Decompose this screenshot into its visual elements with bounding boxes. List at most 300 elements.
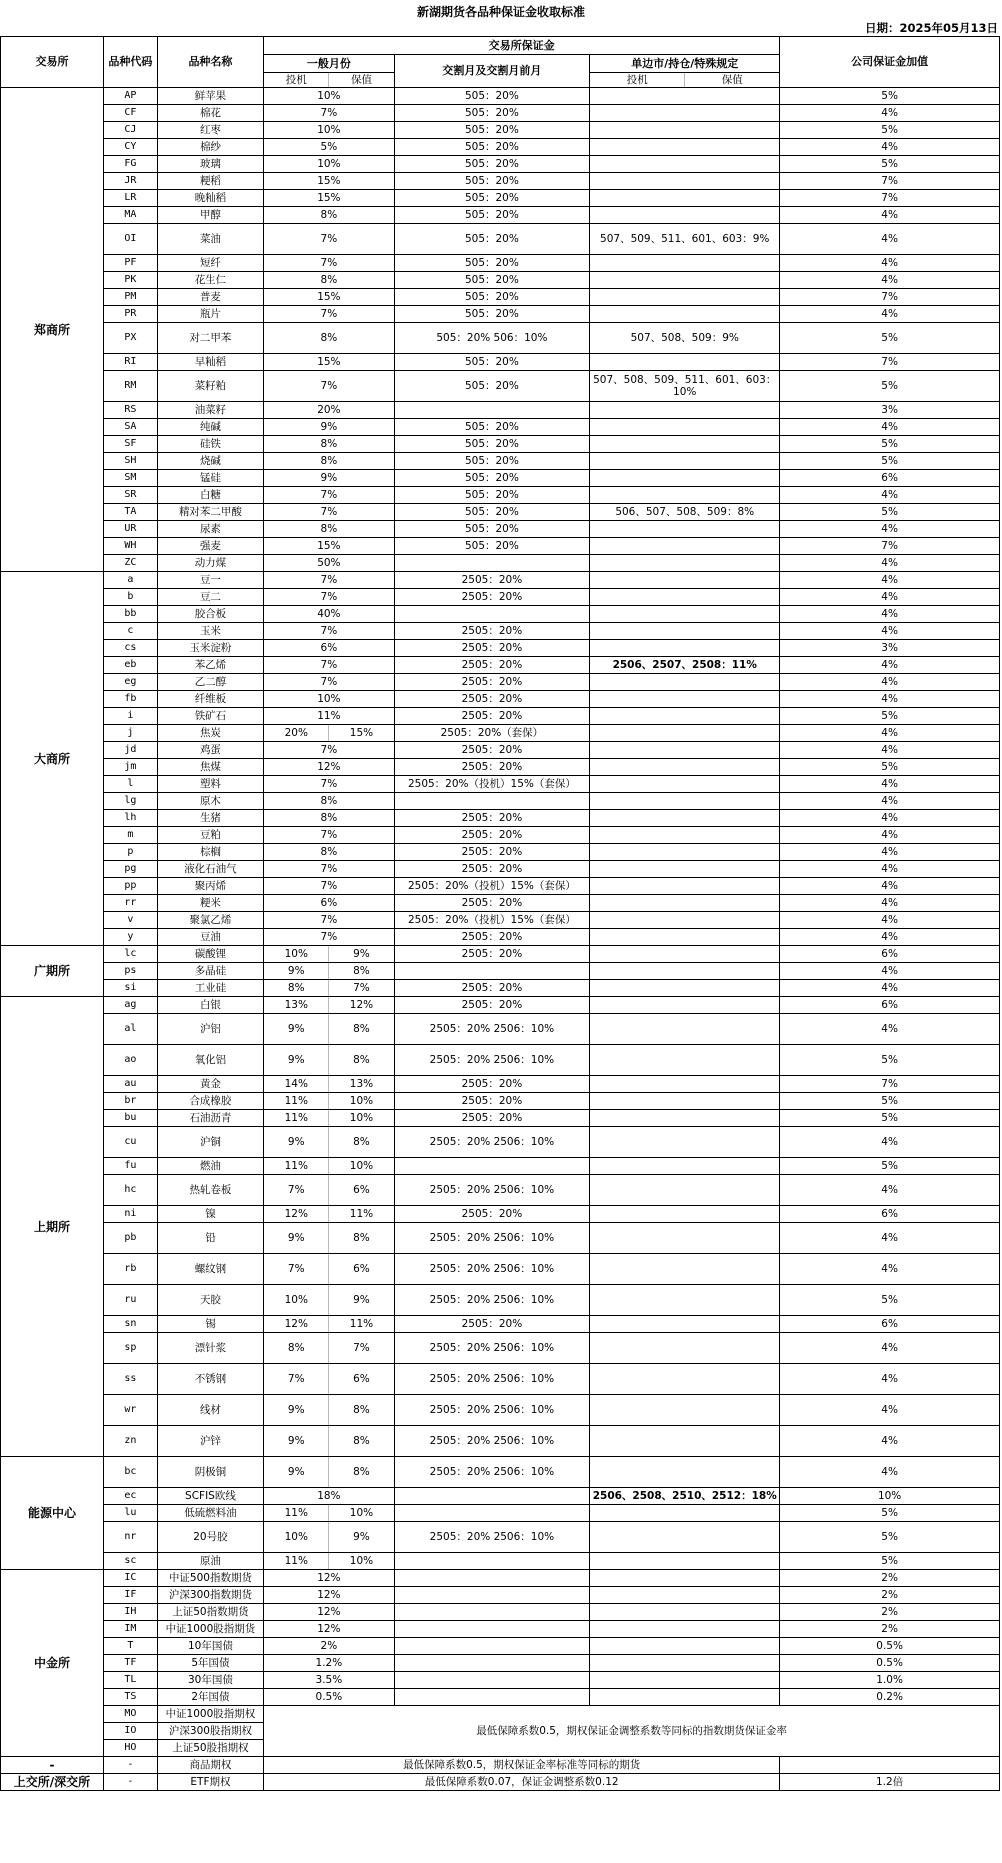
table-row xyxy=(1,1655,1000,1672)
delivery-margin-cell xyxy=(394,1587,590,1604)
hedge-margin-cell: 6% xyxy=(329,1254,394,1285)
delivery-margin-cell: 505：20% xyxy=(394,289,590,306)
spec-margin-cell: 8% xyxy=(264,1333,329,1364)
general-margin-cell: 7% xyxy=(264,878,394,895)
exchange-cell: - xyxy=(1,1757,104,1774)
spec-margin-cell: 7% xyxy=(264,1364,329,1395)
code-cell: UR xyxy=(103,521,157,538)
code-cell: bb xyxy=(103,606,157,623)
name-cell: 精对苯二甲酸 xyxy=(157,504,263,521)
company-add-cell: 4% xyxy=(780,810,1000,827)
name-cell: 商品期权 xyxy=(157,1757,263,1774)
code-cell: pb xyxy=(103,1223,157,1254)
delivery-margin-cell xyxy=(394,1621,590,1638)
company-add-cell: 6% xyxy=(780,470,1000,487)
code-cell: a xyxy=(103,572,157,589)
code-cell: y xyxy=(103,929,157,946)
general-margin-cell: 8% xyxy=(264,793,394,810)
company-add-cell: 1.0% xyxy=(780,1672,1000,1689)
name-cell: 沪锌 xyxy=(157,1426,263,1457)
company-add-cell: 5% xyxy=(780,1110,1000,1127)
hedge-margin-cell: 8% xyxy=(329,1127,394,1158)
code-cell: fu xyxy=(103,1158,157,1175)
name-cell: 阴极铜 xyxy=(157,1457,263,1488)
code-cell: ru xyxy=(103,1285,157,1316)
table-row xyxy=(1,1158,1000,1175)
general-margin-cell: 8% xyxy=(264,436,394,453)
table-row xyxy=(1,1395,1000,1426)
table-row xyxy=(1,354,1000,371)
company-add-cell: 0.2% xyxy=(780,1689,1000,1706)
company-add-cell: 4% xyxy=(780,1223,1000,1254)
company-add-cell: 7% xyxy=(780,190,1000,207)
code-cell: PM xyxy=(103,289,157,306)
table-row xyxy=(1,173,1000,190)
delivery-margin-cell: 505：20% xyxy=(394,306,590,323)
delivery-margin-cell: 505：20% xyxy=(394,354,590,371)
company-add-cell: 4% xyxy=(780,980,1000,997)
delivery-margin-cell: 2505：20% xyxy=(394,980,590,997)
code-cell: ni xyxy=(103,1206,157,1223)
code-cell: TS xyxy=(103,1689,157,1706)
special-margin-cell xyxy=(590,190,780,207)
company-add-cell: 10% xyxy=(780,1488,1000,1505)
special-margin-cell xyxy=(590,306,780,323)
company-add-cell: 4% xyxy=(780,963,1000,980)
delivery-margin-cell xyxy=(394,793,590,810)
code-cell: IC xyxy=(103,1570,157,1587)
hedge-margin-cell: 8% xyxy=(329,1457,394,1488)
name-cell: 生猪 xyxy=(157,810,263,827)
general-margin-cell: 8% xyxy=(264,272,394,289)
company-add-cell: 4% xyxy=(780,929,1000,946)
company-add-cell: 1.2倍 xyxy=(780,1774,1000,1791)
general-margin-cell: 7% xyxy=(264,487,394,504)
name-cell: 原木 xyxy=(157,793,263,810)
name-cell: 焦炭 xyxy=(157,725,263,742)
name-cell: 上证50股指期权 xyxy=(157,1740,263,1757)
special-margin-cell xyxy=(590,1587,780,1604)
hedge-margin-cell: 9% xyxy=(329,946,394,963)
company-add-cell: 4% xyxy=(780,1014,1000,1045)
delivery-margin-cell: 505：20% xyxy=(394,173,590,190)
company-add-cell: 6% xyxy=(780,1316,1000,1333)
code-cell: LR xyxy=(103,190,157,207)
name-cell: 2年国债 xyxy=(157,1689,263,1706)
general-margin-cell: 9% xyxy=(264,419,394,436)
company-add-cell: 0.5% xyxy=(780,1655,1000,1672)
company-add-cell: 0.5% xyxy=(780,1638,1000,1655)
name-cell: 不锈钢 xyxy=(157,1364,263,1395)
hedge-margin-cell: 10% xyxy=(329,1110,394,1127)
spec-margin-cell: 10% xyxy=(264,1285,329,1316)
header-special: 单边市/持仓/特殊规定 xyxy=(590,55,780,73)
name-cell: 胶合板 xyxy=(157,606,263,623)
code-cell: eg xyxy=(103,674,157,691)
special-margin-cell xyxy=(590,640,780,657)
general-margin-cell: 7% xyxy=(264,224,394,255)
name-cell: 早籼稻 xyxy=(157,354,263,371)
delivery-margin-cell: 2505：20% xyxy=(394,946,590,963)
special-margin-cell: 507、508、509、511、601、603：10% xyxy=(590,371,780,402)
company-add-cell: 5% xyxy=(780,759,1000,776)
hedge-margin-cell: 8% xyxy=(329,1395,394,1426)
general-margin-cell: 6% xyxy=(264,895,394,912)
code-cell: MA xyxy=(103,207,157,224)
company-add-cell xyxy=(780,1757,1000,1774)
name-cell: 纯碱 xyxy=(157,419,263,436)
special-margin-cell xyxy=(590,555,780,572)
delivery-margin-cell: 2505：20% xyxy=(394,1206,590,1223)
table-row xyxy=(1,725,1000,742)
name-cell: 棉花 xyxy=(157,105,263,122)
general-margin-cell: 7% xyxy=(264,776,394,793)
header-general-month: 一般月份 xyxy=(264,55,394,73)
table-row xyxy=(1,691,1000,708)
special-margin-cell xyxy=(590,402,780,419)
name-cell: 聚氯乙烯 xyxy=(157,912,263,929)
name-cell: 豆粕 xyxy=(157,827,263,844)
code-cell: b xyxy=(103,589,157,606)
delivery-margin-cell: 2505：20% 2506：10% xyxy=(394,1014,590,1045)
general-margin-cell: 15% xyxy=(264,173,394,190)
special-margin-cell xyxy=(590,878,780,895)
option-note-cell: 最低保障系数0.5，期权保证金率标准等同标的期货 xyxy=(264,1757,780,1774)
company-add-cell: 4% xyxy=(780,521,1000,538)
code-cell: IM xyxy=(103,1621,157,1638)
general-margin-cell: 6% xyxy=(264,640,394,657)
code-cell: JR xyxy=(103,173,157,190)
table-row xyxy=(1,1110,1000,1127)
special-margin-cell xyxy=(590,139,780,156)
table-row xyxy=(1,88,1000,105)
delivery-margin-cell: 505：20% xyxy=(394,272,590,289)
delivery-margin-cell: 2505：20% xyxy=(394,895,590,912)
table-row xyxy=(1,487,1000,504)
company-add-cell: 5% xyxy=(780,708,1000,725)
delivery-margin-cell: 505：20% xyxy=(394,419,590,436)
special-margin-cell xyxy=(590,929,780,946)
general-margin-cell: 7% xyxy=(264,912,394,929)
general-margin-cell: 7% xyxy=(264,674,394,691)
name-cell: 豆一 xyxy=(157,572,263,589)
delivery-margin-cell: 2505：20% 2506：10% xyxy=(394,1254,590,1285)
general-margin-cell: 15% xyxy=(264,190,394,207)
table-row xyxy=(1,674,1000,691)
table-row xyxy=(1,929,1000,946)
special-margin-cell xyxy=(590,895,780,912)
special-margin-cell: 2506、2507、2508：11% xyxy=(590,657,780,674)
spec-margin-cell: 12% xyxy=(264,1206,329,1223)
special-margin-cell xyxy=(590,173,780,190)
special-margin-cell xyxy=(590,487,780,504)
code-cell: RI xyxy=(103,354,157,371)
special-margin-cell xyxy=(590,1076,780,1093)
name-cell: 纤维板 xyxy=(157,691,263,708)
spec-margin-cell: 11% xyxy=(264,1505,329,1522)
header-exchange-margin: 交易所保证金 xyxy=(264,37,780,55)
company-add-cell: 4% xyxy=(780,555,1000,572)
special-margin-cell xyxy=(590,844,780,861)
name-cell: 焦煤 xyxy=(157,759,263,776)
table-row xyxy=(1,572,1000,589)
table-row xyxy=(1,1672,1000,1689)
special-margin-cell xyxy=(590,1426,780,1457)
table-row xyxy=(1,521,1000,538)
special-margin-cell xyxy=(590,1045,780,1076)
delivery-margin-cell: 2505：20% 2506：10% xyxy=(394,1426,590,1457)
hedge-margin-cell: 7% xyxy=(329,980,394,997)
general-margin-cell: 7% xyxy=(264,861,394,878)
table-row xyxy=(1,156,1000,173)
table-row xyxy=(1,810,1000,827)
delivery-margin-cell: 505：20% xyxy=(394,470,590,487)
table-row xyxy=(1,963,1000,980)
company-add-cell: 5% xyxy=(780,371,1000,402)
special-margin-cell xyxy=(590,759,780,776)
code-cell: ss xyxy=(103,1364,157,1395)
table-row xyxy=(1,272,1000,289)
code-cell: l xyxy=(103,776,157,793)
special-margin-cell xyxy=(590,1364,780,1395)
name-cell: 玻璃 xyxy=(157,156,263,173)
special-margin-cell xyxy=(590,105,780,122)
name-cell: 动力煤 xyxy=(157,555,263,572)
special-margin-cell xyxy=(590,1655,780,1672)
company-add-cell: 4% xyxy=(780,1175,1000,1206)
company-add-cell: 4% xyxy=(780,1395,1000,1426)
name-cell: 沪深300指数期货 xyxy=(157,1587,263,1604)
general-margin-cell: 15% xyxy=(264,354,394,371)
company-add-cell: 5% xyxy=(780,436,1000,453)
general-margin-cell: 0.5% xyxy=(264,1689,394,1706)
special-margin-cell xyxy=(590,912,780,929)
table-row xyxy=(1,1505,1000,1522)
special-margin-cell xyxy=(590,272,780,289)
general-margin-cell: 12% xyxy=(264,1570,394,1587)
delivery-margin-cell xyxy=(394,1488,590,1505)
table-row xyxy=(1,453,1000,470)
code-cell: CJ xyxy=(103,122,157,139)
name-cell: 沪深300股指期权 xyxy=(157,1723,263,1740)
exchange-cell: 上期所 xyxy=(1,997,104,1457)
name-cell: 5年国债 xyxy=(157,1655,263,1672)
special-margin-cell xyxy=(590,810,780,827)
code-cell: - xyxy=(103,1757,157,1774)
hedge-margin-cell: 11% xyxy=(329,1316,394,1333)
special-margin-cell xyxy=(590,997,780,1014)
delivery-margin-cell: 2505：20% xyxy=(394,623,590,640)
delivery-margin-cell xyxy=(394,1689,590,1706)
general-margin-cell: 7% xyxy=(264,504,394,521)
code-cell: fb xyxy=(103,691,157,708)
code-cell: m xyxy=(103,827,157,844)
special-margin-cell xyxy=(590,1014,780,1045)
name-cell: 瓶片 xyxy=(157,306,263,323)
name-cell: 沪铝 xyxy=(157,1014,263,1045)
special-margin-cell xyxy=(590,1223,780,1254)
special-margin-cell xyxy=(590,1316,780,1333)
special-margin-cell: 507、509、511、601、603：9% xyxy=(590,224,780,255)
general-margin-cell: 7% xyxy=(264,371,394,402)
company-add-cell: 4% xyxy=(780,691,1000,708)
delivery-margin-cell: 2505：20% xyxy=(394,759,590,776)
company-add-cell: 4% xyxy=(780,207,1000,224)
delivery-margin-cell: 2505：20% 2506：10% xyxy=(394,1223,590,1254)
name-cell: 30年国债 xyxy=(157,1672,263,1689)
hedge-margin-cell: 8% xyxy=(329,1426,394,1457)
spec-margin-cell: 7% xyxy=(264,1254,329,1285)
hedge-margin-cell: 9% xyxy=(329,1522,394,1553)
general-margin-cell: 10% xyxy=(264,122,394,139)
special-margin-cell xyxy=(590,776,780,793)
table-row xyxy=(1,1223,1000,1254)
special-margin-cell xyxy=(590,1333,780,1364)
company-add-cell: 4% xyxy=(780,139,1000,156)
table-row xyxy=(1,402,1000,419)
hedge-margin-cell: 9% xyxy=(329,1285,394,1316)
exchange-cell: 能源中心 xyxy=(1,1457,104,1570)
general-margin-cell: 7% xyxy=(264,255,394,272)
name-cell: 热轧卷板 xyxy=(157,1175,263,1206)
company-add-cell: 5% xyxy=(780,88,1000,105)
company-add-cell: 6% xyxy=(780,946,1000,963)
name-cell: 菜油 xyxy=(157,224,263,255)
name-cell: 线材 xyxy=(157,1395,263,1426)
table-row xyxy=(1,1093,1000,1110)
special-margin-cell xyxy=(590,691,780,708)
delivery-margin-cell: 2505：20% 2506：10% xyxy=(394,1045,590,1076)
special-margin-cell xyxy=(590,1553,780,1570)
code-cell: jd xyxy=(103,742,157,759)
delivery-margin-cell: 2505：20% xyxy=(394,640,590,657)
delivery-margin-cell: 505：20% xyxy=(394,521,590,538)
delivery-margin-cell: 505：20% 506：10% xyxy=(394,323,590,354)
table-row xyxy=(1,878,1000,895)
code-cell: RM xyxy=(103,371,157,402)
hedge-margin-cell: 10% xyxy=(329,1553,394,1570)
hedge-margin-cell: 6% xyxy=(329,1364,394,1395)
special-margin-cell xyxy=(590,1285,780,1316)
name-cell: 塑料 xyxy=(157,776,263,793)
special-margin-cell xyxy=(590,521,780,538)
delivery-margin-cell: 2505：20% xyxy=(394,742,590,759)
delivery-margin-cell: 2505：20%（投机）15%（套保） xyxy=(394,776,590,793)
code-cell: SF xyxy=(103,436,157,453)
code-cell: SA xyxy=(103,419,157,436)
spec-margin-cell: 12% xyxy=(264,1316,329,1333)
general-margin-cell: 7% xyxy=(264,623,394,640)
table-row xyxy=(1,1014,1000,1045)
company-add-cell: 7% xyxy=(780,538,1000,555)
name-cell: 甲醇 xyxy=(157,207,263,224)
company-add-cell: 5% xyxy=(780,1045,1000,1076)
hedge-margin-cell: 10% xyxy=(329,1093,394,1110)
name-cell: 棉纱 xyxy=(157,139,263,156)
spec-margin-cell: 11% xyxy=(264,1110,329,1127)
code-cell: wr xyxy=(103,1395,157,1426)
delivery-margin-cell xyxy=(394,402,590,419)
name-cell: 棕榈 xyxy=(157,844,263,861)
company-add-cell: 4% xyxy=(780,1364,1000,1395)
name-cell: 对二甲苯 xyxy=(157,323,263,354)
hedge-margin-cell: 6% xyxy=(329,1175,394,1206)
company-add-cell: 5% xyxy=(780,453,1000,470)
spec-margin-cell: 9% xyxy=(264,1014,329,1045)
delivery-margin-cell: 2505：20% 2506：10% xyxy=(394,1364,590,1395)
name-cell: 锰硅 xyxy=(157,470,263,487)
table-row xyxy=(1,207,1000,224)
code-cell: bc xyxy=(103,1457,157,1488)
code-cell: TA xyxy=(103,504,157,521)
code-cell: T xyxy=(103,1638,157,1655)
delivery-margin-cell xyxy=(394,963,590,980)
delivery-margin-cell: 505：20% xyxy=(394,487,590,504)
table-row xyxy=(1,844,1000,861)
table-row xyxy=(1,1570,1000,1587)
name-cell: 上证50指数期货 xyxy=(157,1604,263,1621)
delivery-margin-cell xyxy=(394,1505,590,1522)
general-margin-cell: 5% xyxy=(264,139,394,156)
spec-margin-cell: 11% xyxy=(264,1093,329,1110)
delivery-margin-cell: 505：20% xyxy=(394,538,590,555)
name-cell: 菜籽粕 xyxy=(157,371,263,402)
delivery-margin-cell: 505：20% xyxy=(394,207,590,224)
name-cell: 漂针浆 xyxy=(157,1333,263,1364)
header-exchange: 交易所 xyxy=(1,37,104,88)
name-cell: 多晶硅 xyxy=(157,963,263,980)
table-row xyxy=(1,504,1000,521)
spec-margin-cell: 8% xyxy=(264,980,329,997)
company-add-cell: 4% xyxy=(780,1333,1000,1364)
name-cell: 聚丙烯 xyxy=(157,878,263,895)
special-margin-cell xyxy=(590,122,780,139)
code-cell: TL xyxy=(103,1672,157,1689)
code-cell: SM xyxy=(103,470,157,487)
code-cell: HO xyxy=(103,1740,157,1757)
company-add-cell: 5% xyxy=(780,156,1000,173)
name-cell: 红枣 xyxy=(157,122,263,139)
delivery-margin-cell: 505：20% xyxy=(394,453,590,470)
name-cell: 工业硅 xyxy=(157,980,263,997)
company-add-cell: 4% xyxy=(780,674,1000,691)
general-margin-cell: 12% xyxy=(264,759,394,776)
special-margin-cell xyxy=(590,1621,780,1638)
option-note-cell: 最低保障系数0.5，期权保证金调整系数等同标的指数期货保证金率 xyxy=(264,1706,1000,1757)
name-cell: 粳稻 xyxy=(157,173,263,190)
company-add-cell: 4% xyxy=(780,224,1000,255)
table-row xyxy=(1,776,1000,793)
company-add-cell: 4% xyxy=(780,1457,1000,1488)
code-cell: v xyxy=(103,912,157,929)
name-cell: 燃油 xyxy=(157,1158,263,1175)
code-cell: PF xyxy=(103,255,157,272)
name-cell: 晚籼稻 xyxy=(157,190,263,207)
delivery-margin-cell: 2505：20% 2506：10% xyxy=(394,1127,590,1158)
name-cell: 普麦 xyxy=(157,289,263,306)
delivery-margin-cell: 2505：20% xyxy=(394,589,590,606)
special-margin-cell xyxy=(590,1206,780,1223)
general-margin-cell: 10% xyxy=(264,691,394,708)
name-cell: 镍 xyxy=(157,1206,263,1223)
company-add-cell: 4% xyxy=(780,306,1000,323)
spec-margin-cell: 20% xyxy=(264,725,329,742)
code-cell: si xyxy=(103,980,157,997)
company-add-cell: 2% xyxy=(780,1621,1000,1638)
general-margin-cell: 15% xyxy=(264,538,394,555)
general-margin-cell: 20% xyxy=(264,402,394,419)
code-cell: rb xyxy=(103,1254,157,1285)
